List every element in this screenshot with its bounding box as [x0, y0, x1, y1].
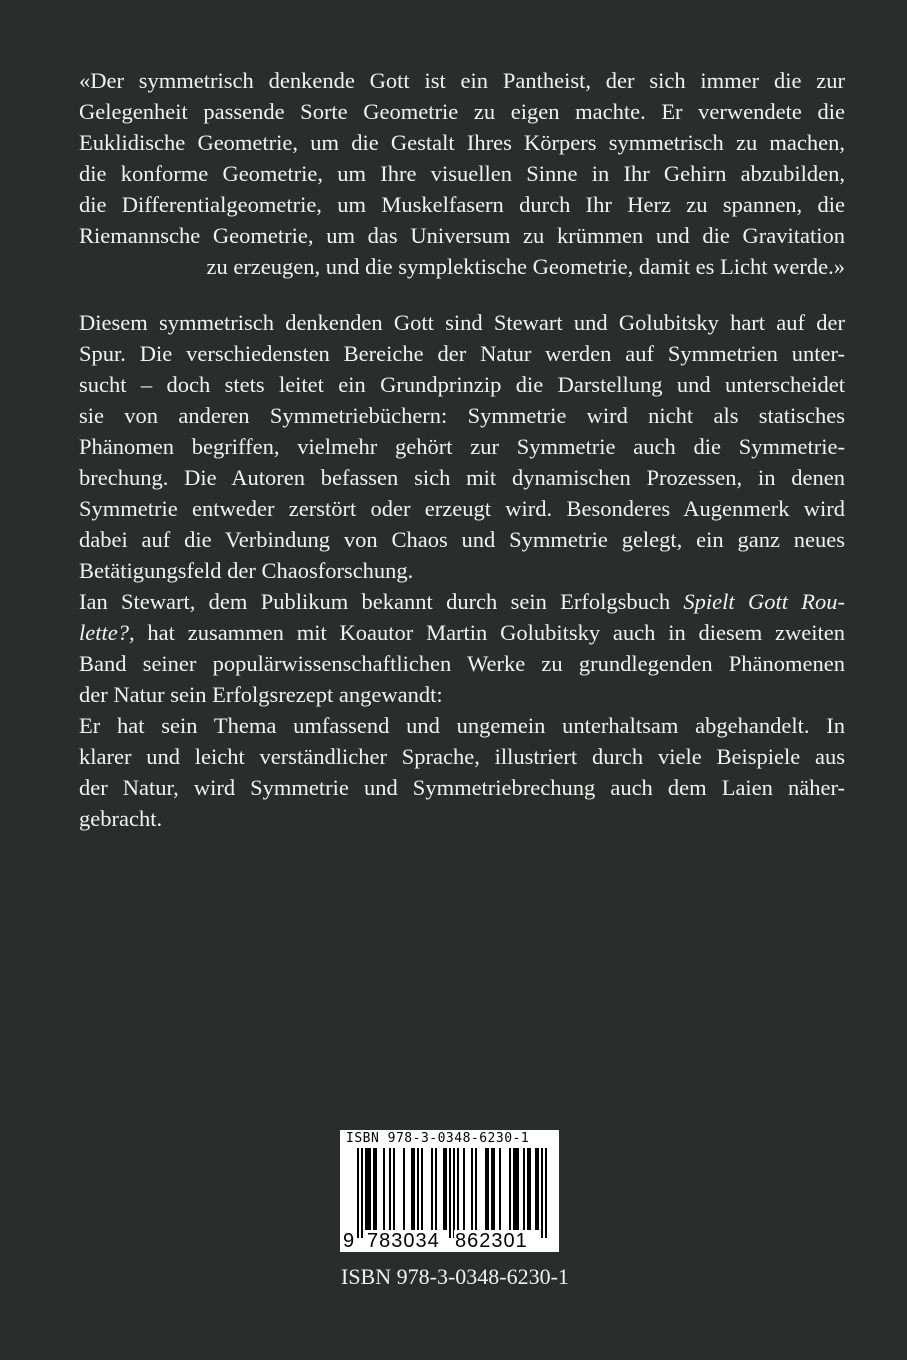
description-line: Betätigungsfeld der Chaosforschung. [79, 558, 414, 583]
barcode-bar [527, 1148, 531, 1230]
author-line [79, 618, 845, 648]
barcode-digit-group-left: 783034 [367, 1230, 440, 1252]
barcode-digits [340, 1230, 559, 1252]
barcode-bars [340, 1148, 559, 1238]
description-line: Phänomen begriffen, vielmehr gehört zur Symmetrie auch die Symmetrie- [79, 434, 845, 459]
barcode-bar [509, 1148, 511, 1230]
barcode-bar [463, 1148, 465, 1230]
quote-line: «Der symmetrisch denkende Gott ist ein Pantheist, der sich immer die zur [79, 68, 845, 93]
barcode-bar [365, 1148, 371, 1230]
barcode-bar [411, 1148, 415, 1230]
barcode-bar [403, 1148, 405, 1230]
barcode-bar [457, 1148, 459, 1230]
quote-line: Euklidische Geometrie, um die Gestalt Ihres Körpers symmetrisch zu machen, [79, 130, 845, 155]
barcode-bar [541, 1148, 543, 1238]
barcode-bar [435, 1148, 437, 1230]
barcode-bar [523, 1148, 525, 1230]
description-line: sie von anderen Symmetriebüchern: Symmetrie wird nicht als statisches [79, 403, 845, 428]
barcode-bar [485, 1148, 489, 1230]
barcode-bar [545, 1148, 547, 1238]
barcode-bar [499, 1148, 501, 1230]
barcode-bar [357, 1148, 359, 1238]
barcode-bar [471, 1148, 473, 1230]
author-line [79, 587, 845, 617]
barcode-isbn-label: ISBN 978-3-0348-6230-1 [346, 1131, 530, 1146]
summary-line: klarer und leicht verständlicher Sprache, illustriert durch viele Beispiele aus [79, 744, 845, 769]
barcode-bar [535, 1148, 539, 1230]
description-line: brechung. Die Autoren befassen sich mit dynamischen Prozessen, in denen [79, 465, 845, 490]
author-line-text: Ian Stewart, dem Publikum bekannt durch sein Erfolgsbuch [79, 589, 684, 614]
quote-line: die Differentialgeometrie, um Muskelfasern durch Ihr Herz zu spannen, die [79, 192, 845, 217]
barcode-bar [449, 1148, 451, 1238]
barcode-bar [431, 1148, 433, 1230]
book-title: Spielt Gott Rou- [683, 589, 845, 614]
barcode-bar [393, 1148, 395, 1230]
isbn-barcode [340, 1130, 559, 1252]
barcode-bar [443, 1148, 447, 1230]
description-line: dabei auf die Verbindung von Chaos und Symmetrie gelegt, ein ganz neues [79, 527, 845, 552]
author-line: der Natur sein Erfolgsrezept angewandt: [79, 682, 443, 707]
description-line: Symmetrie entweder zerstört oder erzeugt wird. Besonderes Augenmerk wird [79, 496, 845, 521]
barcode-digit-group-right: 862301 [455, 1230, 528, 1252]
summary-line: Er hat sein Thema umfassend und ungemein unterhaltsam abgehandelt. In [79, 713, 845, 738]
description-line: sucht – doch stets leitet ein Grundprinzip die Darstellung und unterscheidet [79, 372, 845, 397]
book-title: lette? [79, 620, 129, 645]
barcode-bar [389, 1148, 391, 1230]
author-line: Band seiner populärwissenschaftlichen Werke zu grundlegenden Phänomenen [79, 651, 845, 676]
description-line: Diesem symmetrisch denkenden Gott sind Stewart und Golubitsky hart auf der [79, 310, 845, 335]
quote-line: Riemannsche Geometrie, um das Universum zu krümmen und die Gravitation [79, 223, 845, 248]
quote-line: zu erzeugen, und die symplektische Geometrie, damit es Licht werde.» [206, 254, 845, 279]
barcode-bar [513, 1148, 519, 1230]
summary-line: gebracht. [79, 806, 163, 831]
quote-line: Gelegenheit passende Sorte Geometrie zu eigen machte. Er verwendete die [79, 99, 845, 124]
quote-line: die konforme Geometrie, um Ihre visuellen Sinne in Ihr Gehirn abzubilden, [79, 161, 845, 186]
barcode-bar [421, 1148, 423, 1230]
summary-line: der Natur, wird Symmetrie und Symmetriebrechung auch dem Laien näher- [79, 775, 845, 800]
barcode-bar [453, 1148, 455, 1238]
barcode-bar [491, 1148, 495, 1230]
barcode-digit-lead: 9 [343, 1230, 355, 1252]
barcode-bar [361, 1148, 363, 1238]
barcode-bar [373, 1148, 377, 1230]
barcode-bar [383, 1148, 385, 1230]
barcode-bar [417, 1148, 419, 1230]
barcode-bar [475, 1148, 477, 1230]
isbn-text: ISBN 978-3-0348-6230-1 [341, 1264, 569, 1289]
author-line-text: , hat zusammen mit Koautor Martin Golubitsky auch in diesem zweiten [128, 620, 845, 645]
description-line: Spur. Die verschiedensten Bereiche der Natur werden auf Symmetrien unter- [79, 341, 845, 366]
